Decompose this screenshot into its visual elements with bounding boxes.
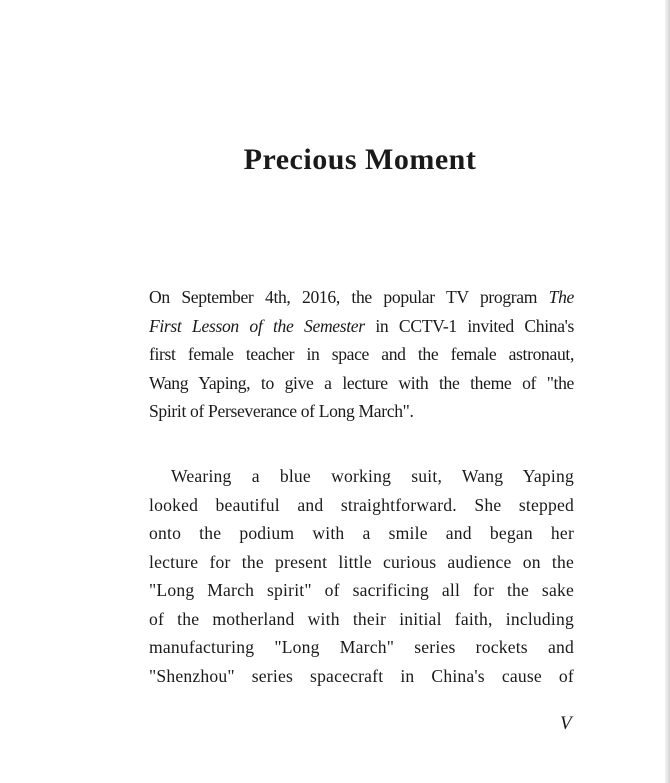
- body-paragraph: [149, 462, 574, 690]
- intro-paragraph: [149, 283, 574, 426]
- paragraph-line: [149, 312, 574, 341]
- page-number: V: [560, 713, 572, 734]
- paragraph-line: manufacturing "Long March" series rockets and: [149, 637, 574, 657]
- line-text: On September 4th, 2016, the popular TV program: [149, 287, 549, 307]
- paragraph-line: of the motherland with their initial faith, including: [149, 608, 574, 629]
- program-title-italic: The: [548, 287, 574, 307]
- page-edge-shadow: [665, 0, 670, 783]
- paragraph-line: [149, 283, 574, 312]
- page-title: Precious Moment: [243, 143, 477, 176]
- line-text: in CCTV-1 invited China's: [364, 315, 574, 336]
- paragraph-line: onto the podium with a smile and began her: [149, 523, 574, 543]
- program-title-italic: First Lesson of the Semester: [149, 315, 365, 336]
- paragraph-line: Wang Yaping, to give a lecture with the theme of "the: [149, 372, 574, 393]
- paragraph-line: "Long March spirit" of sacrificing all for the sake: [149, 580, 574, 600]
- paragraph-line: Spirit of Perseverance of Long March".: [149, 401, 414, 421]
- paragraph-line: lecture for the present little curious audience on the: [149, 551, 574, 572]
- paragraph-line: Wearing a blue working suit, Wang Yaping: [171, 466, 574, 486]
- paragraph-line: first female teacher in space and the female astronaut,: [149, 344, 574, 364]
- paragraph-line: looked beautiful and straightforward. She stepped: [149, 494, 574, 515]
- paragraph-line: "Shenzhou" series spacecraft in China's cause of: [149, 665, 574, 686]
